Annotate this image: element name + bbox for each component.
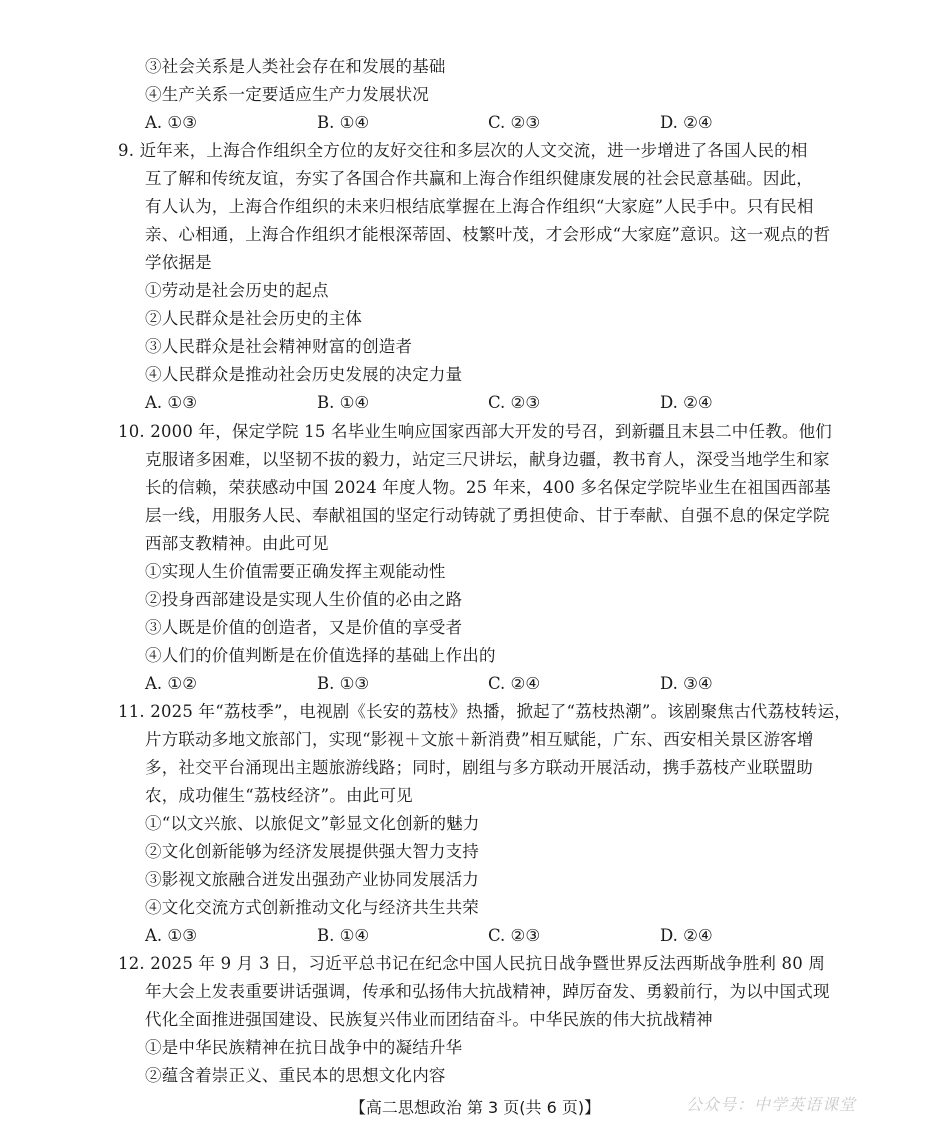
- question-stem-line: 学依据是: [145, 253, 212, 272]
- list-item: ②投身西部建设是实现人生价值的必由之路: [145, 590, 463, 609]
- option-a: A. ①②: [145, 674, 197, 693]
- list-item: ③人民群众是社会精神财富的创造者: [145, 337, 413, 356]
- list-item: ①“以文兴旅、以旅促文”彰显文化创新的魅力: [145, 814, 480, 833]
- option-b: B. ①③: [317, 674, 370, 693]
- question-stem-line: 农，成功催生“荔枝经济”。由此可见: [145, 786, 413, 805]
- answer-options: [145, 109, 845, 137]
- question-stem-line: 11. 2025 年“荔枝季”，电视剧《长安的荔枝》热播，掀起了“荔枝热潮”。该剧聚焦古代荔枝转运，: [118, 702, 851, 721]
- question-stem-line: 互了解和传统友谊，夯实了各国合作共赢和上海合作组织健康发展的社会民意基础。因此，: [145, 169, 813, 188]
- list-item: ①劳动是社会历史的起点: [145, 281, 329, 300]
- question-stem-line: 多，社交平台涌现出主题旅游线路；同时，剧组与多方联动开展活动，携手荔枝产业联盟助: [145, 758, 813, 777]
- list-item: ③社会关系是人类社会存在和发展的基础: [145, 57, 446, 76]
- question-stem-line: 克服诸多困难，以坚韧不拔的毅力，站定三尺讲坛，献身边疆，教书育人，深受当地学生和家: [145, 450, 830, 469]
- question-stem-line: 有人认为，上海合作组织的未来归根结底掌握在上海合作组织“大家庭”人民手中。只有民相: [145, 197, 814, 216]
- question-stem-line: 10. 2000 年，保定学院 15 名毕业生响应国家西部大开发的号召，到新疆且末县二中任教。他们: [118, 422, 833, 441]
- question-stem-line: 代化全面推进强国建设、民族复兴伟业而团结奋斗。中华民族的伟大抗战精神: [145, 1010, 713, 1029]
- option-d: D. ②④: [660, 113, 713, 132]
- answer-options: [145, 922, 845, 950]
- question-stem-line: 长的信赖，荣获感动中国 2024 年度人物。25 年来，400 多名保定学院毕业生在祖国西部基: [145, 478, 831, 497]
- list-item: ③人既是价值的创造者，又是价值的享受者: [145, 618, 463, 637]
- option-a: A. ①③: [145, 926, 197, 945]
- option-b: B. ①④: [317, 113, 370, 132]
- question-stem-line: 层一线，用服务人民、奉献祖国的坚定行动铸就了勇担使命、甘于奉献、自强不息的保定学院: [145, 506, 830, 525]
- question-stem-line: 西部支教精神。由此可见: [145, 534, 329, 553]
- answer-options: [145, 389, 845, 417]
- question-stem-line: 片方联动多地文旅部门，实现“影视＋文旅＋新消费”相互赋能，广东、西安相关景区游客增: [145, 730, 814, 749]
- page-footer: 【高二思想政治 第 3 页(共 6 页)】: [349, 1098, 601, 1117]
- list-item: ④人民群众是推动社会历史发展的决定力量: [145, 365, 463, 384]
- option-c: C. ②③: [488, 926, 541, 945]
- question-stem-line: 亲、心相通，上海合作组织才能根深蒂固、枝繁叶茂，才会形成“大家庭”意识。这一观点的哲: [145, 225, 831, 244]
- list-item: ②文化创新能够为经济发展提供强大智力支持: [145, 842, 479, 861]
- option-b: B. ①④: [317, 393, 370, 412]
- list-item: ②蕴含着崇正义、重民本的思想文化内容: [145, 1066, 446, 1085]
- list-item: ④人们的价值判断是在价值选择的基础上作出的: [145, 646, 496, 665]
- option-c: C. ②④: [488, 674, 541, 693]
- question-stem-line: 12. 2025 年 9 月 3 日，习近平总书记在纪念中国人民抗日战争暨世界反法西斯战争胜利 80 周: [118, 954, 826, 973]
- watermark: 公众号：中学英语课堂: [686, 1095, 857, 1114]
- list-item: ②人民群众是社会历史的主体: [145, 309, 363, 328]
- option-a: A. ①③: [145, 113, 197, 132]
- question-stem-line: 9. 近年来，上海合作组织全方位的友好交往和多层次的人文交流，进一步增进了各国人民的相: [118, 141, 808, 160]
- option-b: B. ①④: [317, 926, 370, 945]
- option-a: A. ①③: [145, 393, 197, 412]
- option-d: D. ②④: [660, 393, 713, 412]
- list-item: ①实现人生价值需要正确发挥主观能动性: [145, 562, 446, 581]
- option-d: D. ③④: [660, 674, 713, 693]
- list-item: ③影视文旅融合迸发出强劲产业协同发展活力: [145, 870, 479, 889]
- option-c: C. ②③: [488, 393, 541, 412]
- answer-options: [145, 670, 845, 698]
- list-item: ①是中华民族精神在抗日战争中的凝结升华: [145, 1038, 463, 1057]
- option-d: D. ②④: [660, 926, 713, 945]
- option-c: C. ②③: [488, 113, 541, 132]
- list-item: ④生产关系一定要适应生产力发展状况: [145, 85, 429, 104]
- list-item: ④文化交流方式创新推动文化与经济共生共荣: [145, 898, 479, 917]
- question-stem-line: 年大会上发表重要讲话强调，传承和弘扬伟大抗战精神，踔厉奋发、勇毅前行，为以中国式现: [145, 982, 830, 1001]
